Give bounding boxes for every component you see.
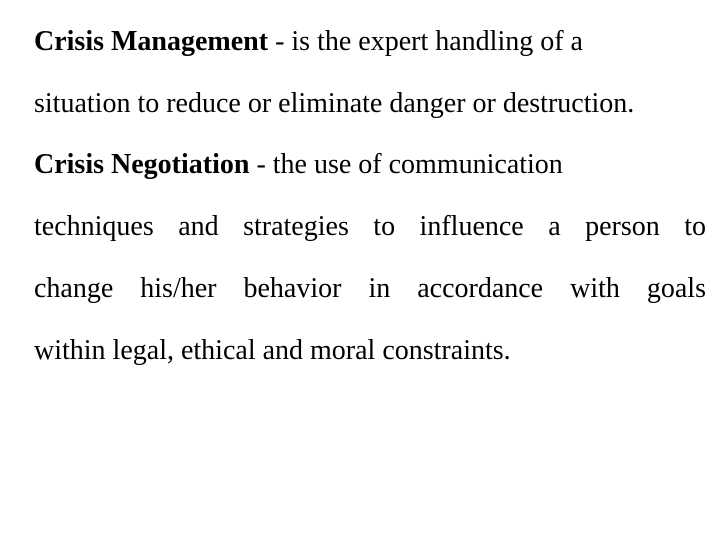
term-separator: - [268,26,292,57]
definition-text: within legal, ethical and moral constraints. [34,335,511,366]
definition-first-line [34,11,706,73]
term-crisis-management: Crisis Management [34,26,269,57]
definition-text: is the expert handling of a [291,26,583,57]
definition-text: techniques and strategies to influence a person to [34,211,706,242]
definition-first-line [34,134,706,196]
term-crisis-negotiation: Crisis Negotiation [34,149,250,180]
definition-text: situation to reduce or eliminate danger or destruction. [34,88,635,119]
definition-text: change his/her behavior in accordance with goals [34,273,706,304]
term-separator: - [249,149,273,180]
definition-crisis-negotiation [34,134,706,382]
definition-crisis-management [34,11,706,135]
definition-text: the use of communication [272,149,563,180]
